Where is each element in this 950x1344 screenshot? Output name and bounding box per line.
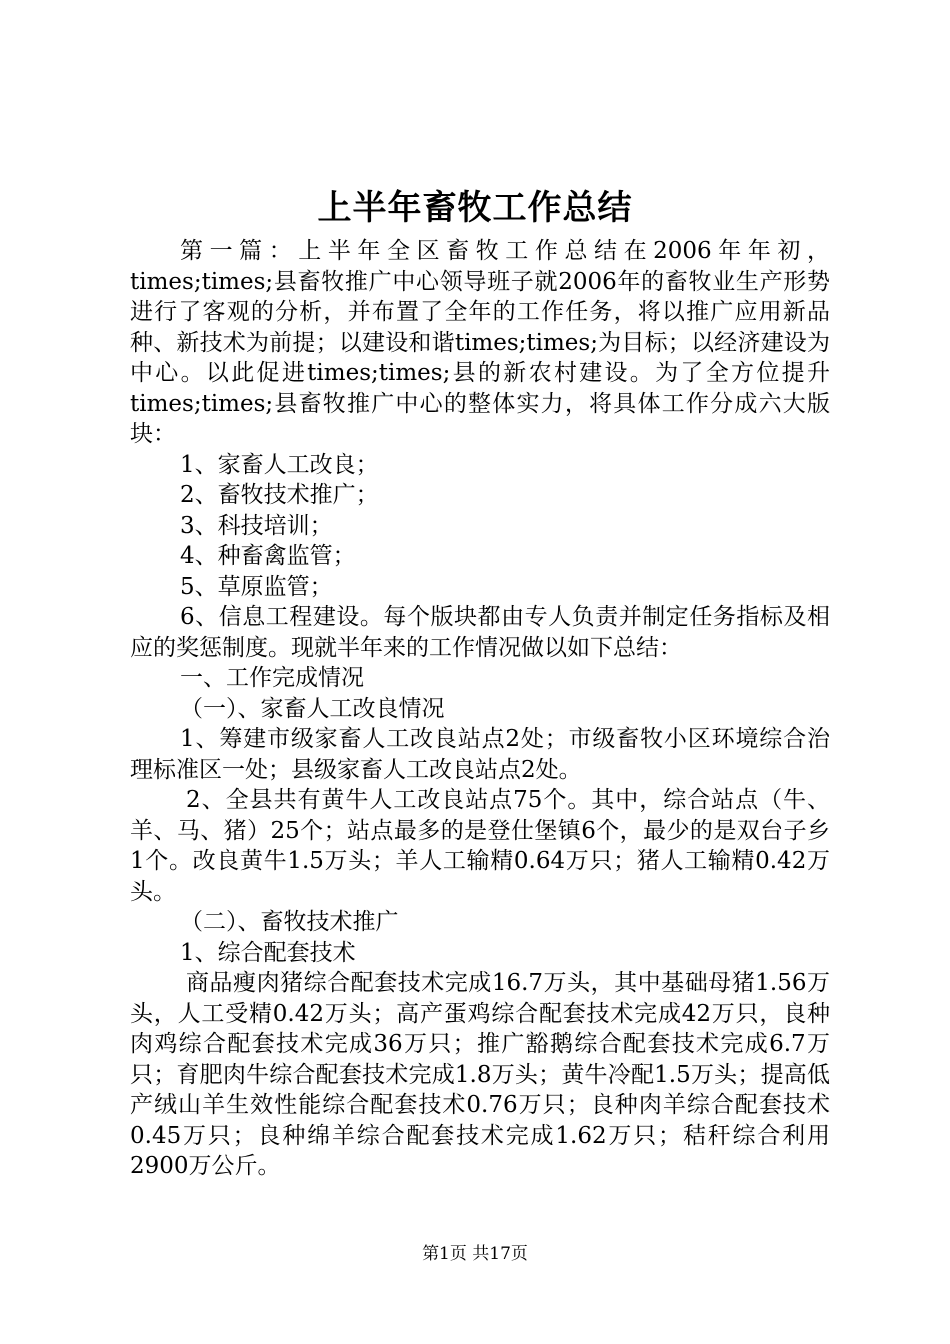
page-number: 第1页 共17页 bbox=[422, 1244, 528, 1264]
subsection-heading: （二）、畜牧技术推广 bbox=[180, 909, 399, 935]
list-item: 2、畜牧技术推广； bbox=[180, 482, 379, 508]
paragraph: 1、筹建市级家畜人工改良站点2处；市级畜牧小区环境综合治理标准区一处；县级家畜人工改良站点2处。 bbox=[130, 726, 830, 783]
list-item: 6、信息工程建设。每个版块都由专人负责并制定任务指标及相应的奖惩制度。现就半年来的工作情况做以如下总结： bbox=[130, 604, 830, 661]
list-item: 3、科技培训； bbox=[180, 512, 333, 539]
document-title: 上半年畜牧工作总结 bbox=[317, 188, 633, 228]
list-item: 4、种畜禽监管； bbox=[180, 543, 356, 569]
subsection-heading: （一）、家畜人工改良情况 bbox=[180, 695, 445, 722]
list-item: 1、家畜人工改良； bbox=[180, 451, 379, 478]
subsection-heading: 1、综合配套技术 bbox=[180, 939, 356, 966]
paragraph-intro: 第一篇：上半年全区畜牧工作总结在2006年年初，times;times;县畜牧推广中心领导班子就2006年的畜牧业生产形势进行了客观的分析，并布置了全年的工作任务，将以推广应用新品种、新技术为前提；以建设和谐times;times;为目标；以经济建设为中心。以此促进times;times;县的新农村建设。为了全方位提升times;times;县畜牧推广中心的整体实力，将具体工作分成六大版块： bbox=[130, 238, 830, 447]
paragraph: 2、全县共有黄牛人工改良站点75个。其中，综合站点（牛、羊、马、猪）25个；站点最多的是登仕堡镇6个，最少的是双台子乡1个。改良黄牛1.5万头；羊人工输精0.64万只；猪人工输精0.42万头。 bbox=[130, 787, 830, 905]
paragraph: 商品瘦肉猪综合配套技术完成16.7万头，其中基础母猪1.56万头，人工受精0.42万头；高产蛋鸡综合配套技术完成42万只，良种肉鸡综合配套技术完成36万只；推广豁鹅综合配套技术完成6.7万只；育肥肉牛综合配套技术完成1.8万头；黄牛冷配1.5万头；提高低产绒山羊生效性能综合配套技术0.76万只；良种肉羊综合配套技术0.45万只；良种绵羊综合配套技术完成1.62万只；秸秆综合利用2900万公斤。 bbox=[130, 970, 830, 1179]
document-body bbox=[130, 236, 830, 1182]
list-item: 5、草原监管； bbox=[180, 573, 333, 600]
section-heading: 一、工作完成情况 bbox=[180, 665, 364, 691]
